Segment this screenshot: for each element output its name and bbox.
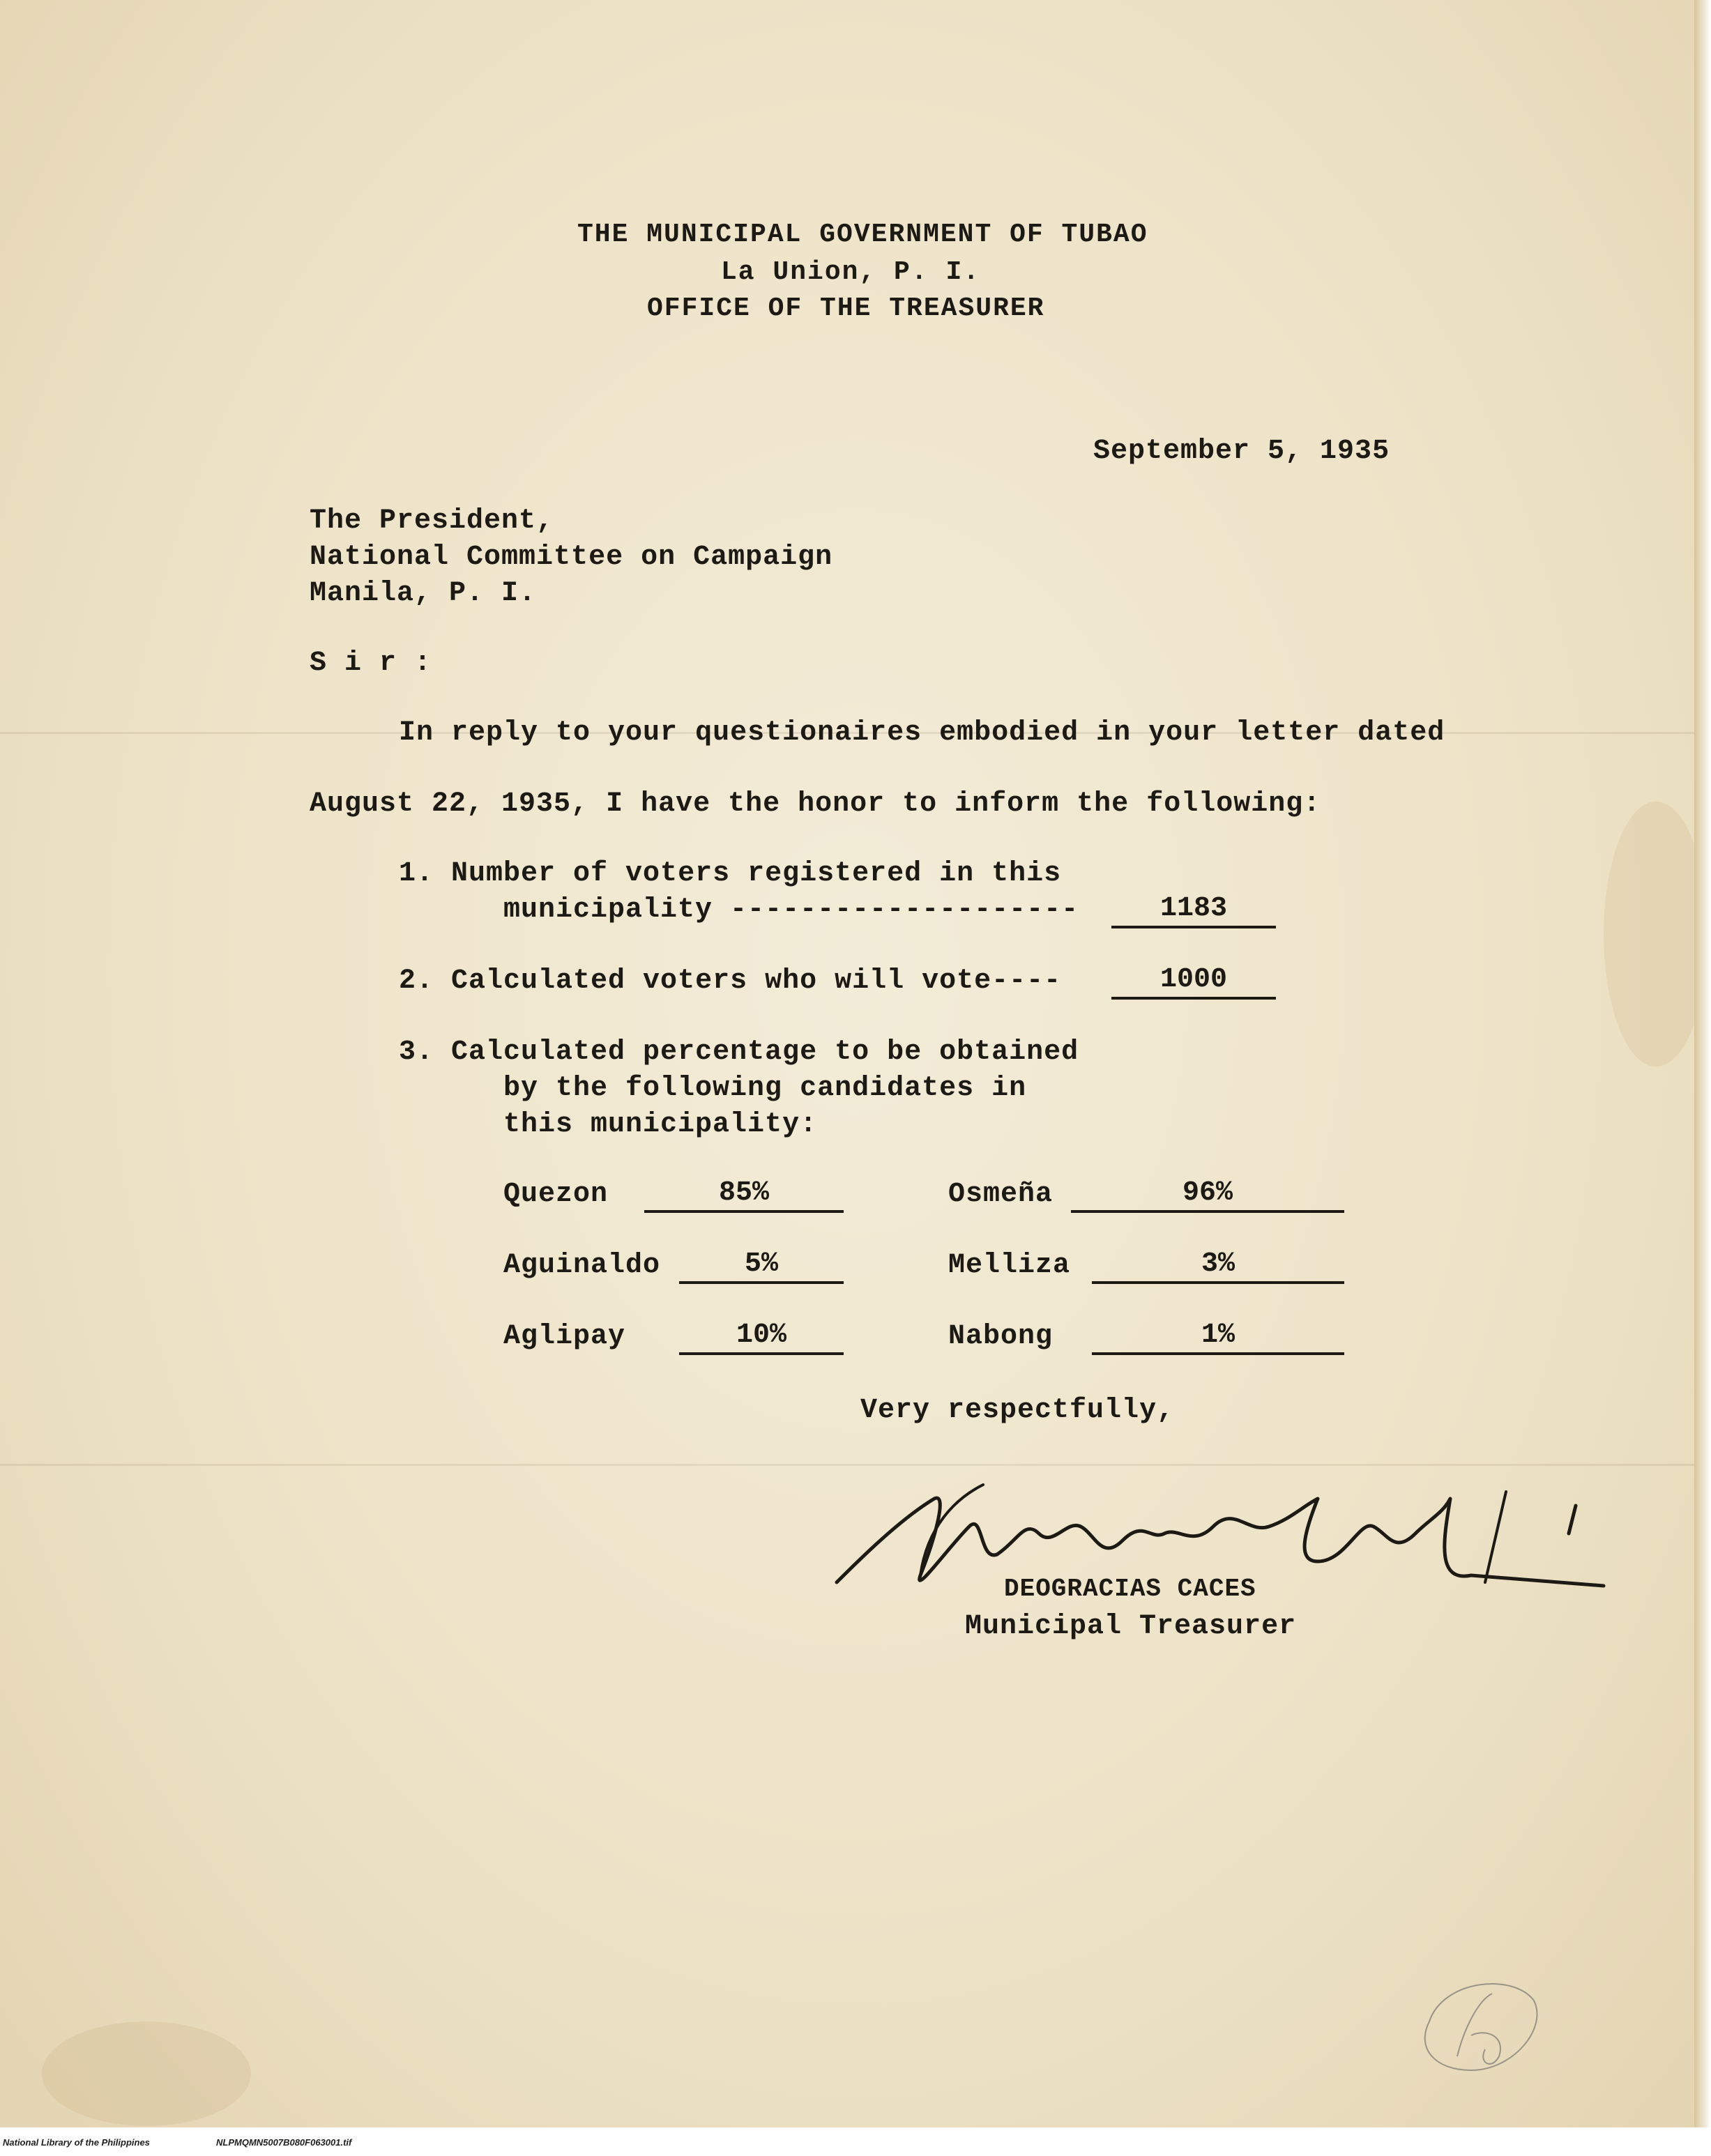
salutation: S i r : [310,648,432,679]
addressee-line-2: National Committee on Campaign [310,542,833,573]
signatory-name: DEOGRACIAS CACES [1004,1575,1256,1603]
candidate-value-aguinaldo: 5% [679,1251,844,1284]
footer-institution: National Library of the Philippines [3,2137,150,2148]
candidate-value-melliza: 3% [1092,1251,1344,1284]
candidate-name-osmena: Osmeña [948,1179,1054,1210]
item-1-value: 1183 [1111,895,1276,928]
pencil-initial-mark [1401,1952,1555,2091]
letterhead-title: THE MUNICIPAL GOVERNMENT OF TUBAO [577,220,1148,250]
item-3-line-1: 3. Calculated percentage to be obtained [399,1037,1079,1068]
item-2-label: 2. Calculated voters who will vote---- [399,965,1062,997]
candidate-name-aguinaldo: Aguinaldo [503,1250,661,1281]
paper-stain [1604,802,1708,1066]
footer-filename: NLPMQMN5007B080F063001.tif [216,2137,352,2148]
item-1-line-2: municipality -------------------- [503,894,1079,926]
signatory-title: Municipal Treasurer [965,1611,1297,1642]
handwritten-signature [816,1457,1611,1631]
item-3-line-2: by the following candidates in [503,1073,1027,1104]
closing: Very respectfully, [860,1395,1175,1426]
page-edge [1694,0,1711,2156]
body-line-1: In reply to your questionaires embodied in your letter dated [399,717,1445,749]
addressee-line-1: The President, [310,505,554,537]
body-line-2: August 22, 1935, I have the honor to inform the following: [310,788,1321,820]
candidate-name-melliza: Melliza [948,1250,1071,1281]
addressee-line-3: Manila, P. I. [310,578,537,609]
candidate-value-nabong: 1% [1092,1322,1344,1355]
candidate-name-nabong: Nabong [948,1321,1054,1352]
letterhead-office: OFFICE OF THE TREASURER [647,293,1045,323]
candidate-name-quezon: Quezon [503,1179,609,1210]
item-2-value: 1000 [1111,966,1276,1000]
candidate-value-aglipay: 10% [679,1322,844,1355]
candidate-value-osmena: 96% [1071,1179,1344,1213]
letterhead-location: La Union, P. I. [721,257,981,287]
candidate-value-quezon: 85% [644,1179,844,1213]
item-3-line-3: this municipality: [503,1109,818,1140]
item-1-line-1: 1. Number of voters registered in this [399,858,1062,889]
candidate-name-aglipay: Aglipay [503,1321,626,1352]
letter-date: September 5, 1935 [1093,436,1390,467]
paper-stain [42,2021,251,2126]
